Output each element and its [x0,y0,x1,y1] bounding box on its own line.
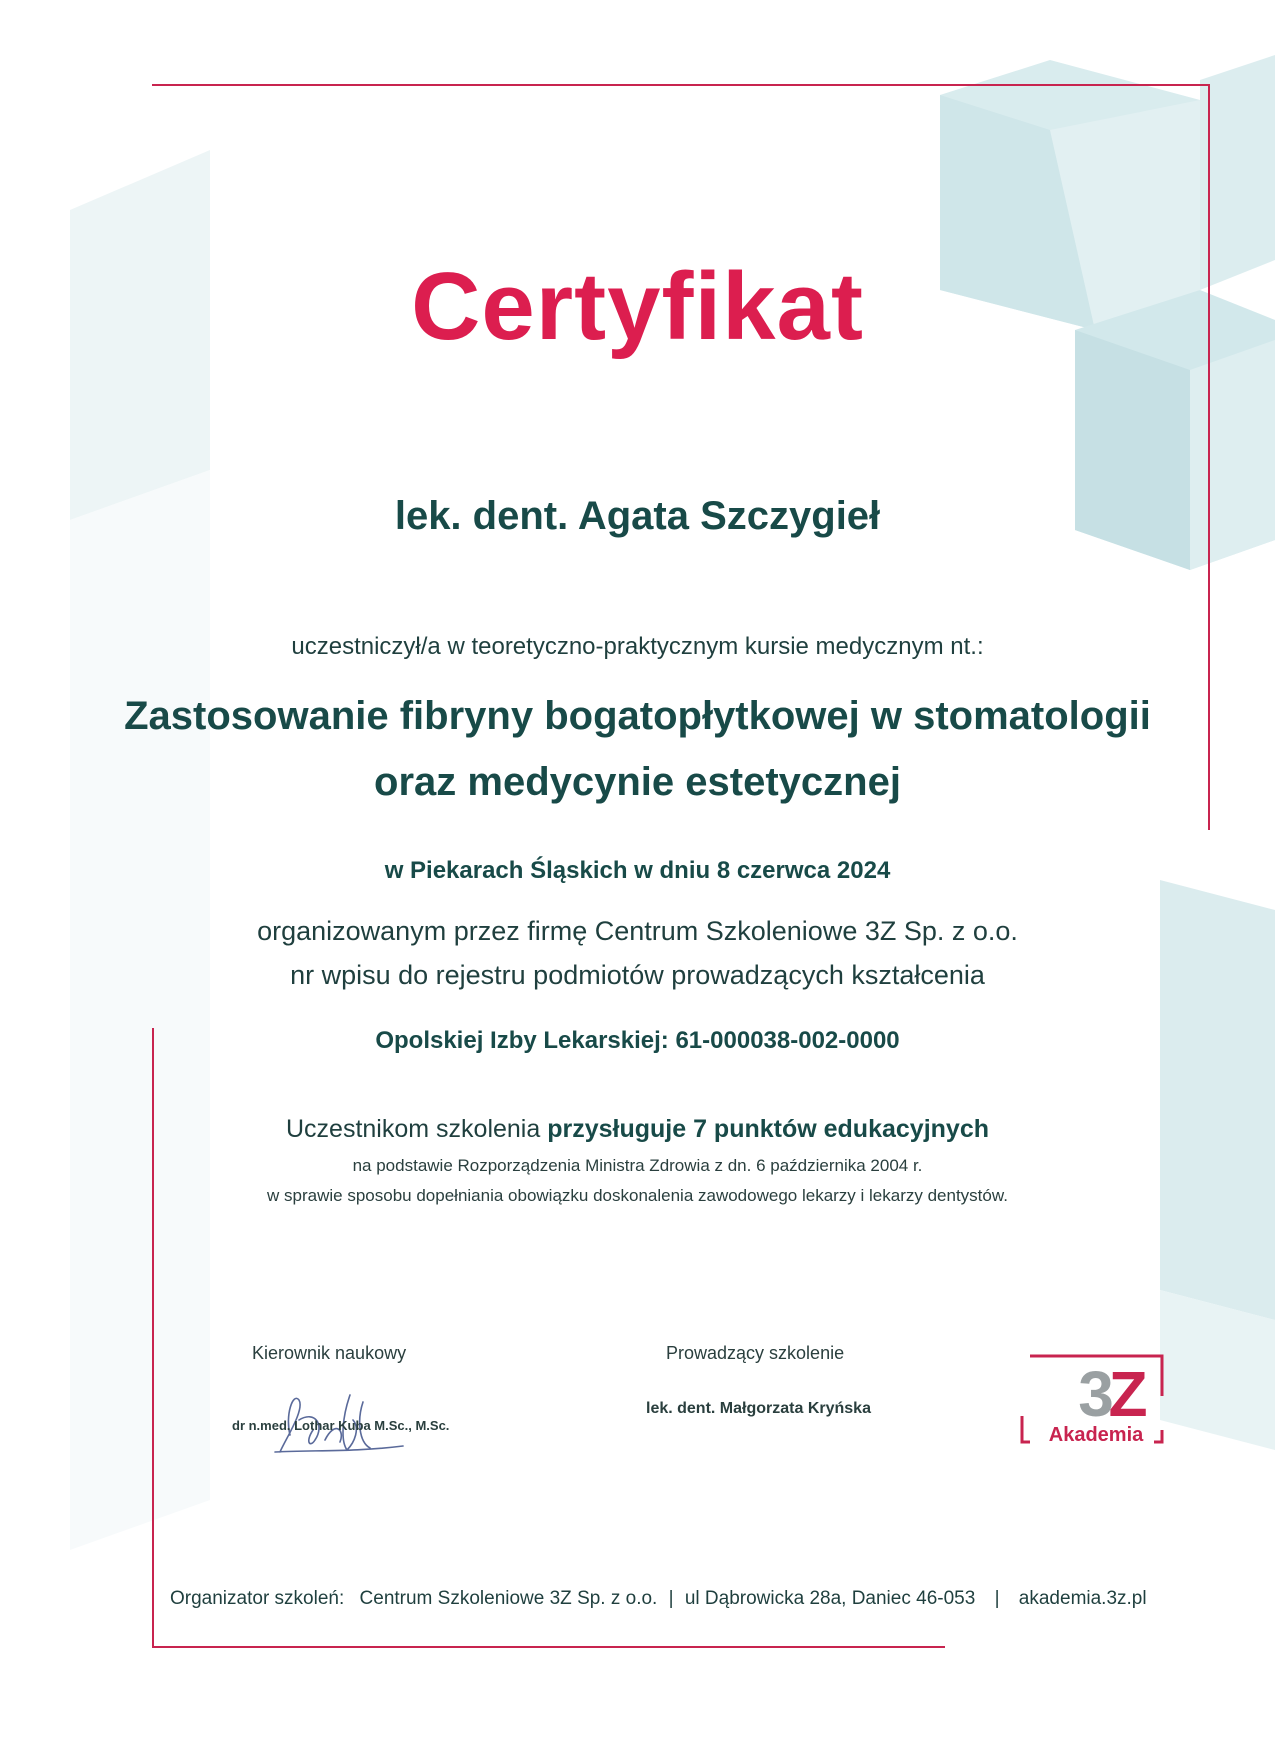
footer: Organizator szkoleń: Centrum Szkoleniowe 3Z Sp. z o.o. | ul Dąbrowicka 28a, Daniec 46-053 | akademia.3z.pl [170,1588,1147,1609]
certificate-title: Certyfikat [411,253,864,360]
footer-website[interactable]: akademia.3z.pl [1018,1588,1147,1609]
right-signature-name: lek. dent. Małgorzata Kryńska [646,1400,871,1417]
footer-label: Organizator szkoleń: [170,1588,345,1609]
left-signature-label: Kierownik naukowy [252,1343,407,1363]
points-bold: przysługuje 7 punktów edukacyjnych [547,1115,989,1143]
logo-z-glyph: Z [1108,1358,1148,1430]
recipient-name: lek. dent. Agata Szczygieł [394,494,881,538]
intro-text: uczestniczył/a w teoretyczno-praktycznym kursie medycznym nt.: [291,633,984,660]
course-title-line-2: oraz medycynie estetycznej [374,760,901,804]
registry-number: Opolskiej Izby Lekarskiej: 61-000038-002-0000 [375,1027,900,1054]
left-signature-name: dr n.med. Lothar Kuba M.Sc., M.Sc. [232,1418,450,1433]
footer-company: Centrum Szkoleniowe 3Z Sp. z o.o. [359,1588,658,1609]
akademia-3z-logo [1018,1350,1174,1450]
course-title-line-1: Zastosowanie fibryny bogatopłytkowej w stomatologii [124,694,1151,738]
legal-line-2: w sprawie sposobu dopełniania obowiązku doskonalenia zawodowego lekarzy i lekarzy dentystów. [267,1186,1008,1205]
right-signature-label: Prowadzący szkolenie [666,1343,845,1363]
organizer-line-2: nr wpisu do rejestru podmiotów prowadzących kształcenia [290,960,985,990]
organizer-line-1: organizowanym przez firmę Centrum Szkoleniowe 3Z Sp. z o.o. [257,916,1018,946]
place-date: w Piekarach Śląskich w dniu 8 czerwca 2024 [384,857,891,884]
points-statement [0,1115,1275,1144]
legal-line-1: na podstawie Rozporządzenia Ministra Zdrowia z dn. 6 października 2004 r. [352,1156,923,1175]
footer-address: ul Dąbrowicka 28a, Daniec 46-053 [684,1588,976,1609]
frame-bottom-line [152,1646,945,1648]
logo-text: Akademia [1048,1424,1144,1446]
points-prefix: Uczestnikom szkolenia [286,1115,541,1143]
frame-top-line [152,84,1210,86]
logo-3-glyph: 3 [1078,1358,1114,1430]
